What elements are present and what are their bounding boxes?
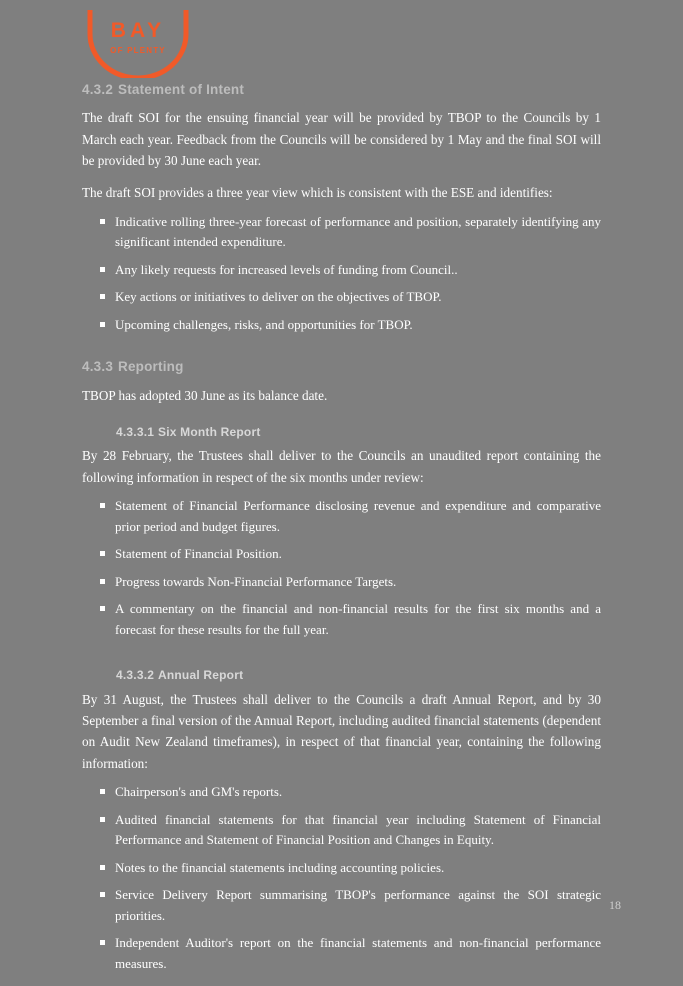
soi-paragraph-1: The draft SOI for the ensuing financial year will be provided by TBOP to the Councils by 1 March each year. Feedback from the Councils will be considered by 1 May and the final SOI will be provided by 30 June each year. (82, 110, 601, 168)
heading-title: Statement of Intent (118, 82, 245, 97)
heading-statement-of-intent (82, 82, 601, 98)
list-item-text: Key actions or initiatives to deliver on the objectives of TBOP. (115, 289, 442, 305)
bullet-square-icon (100, 865, 105, 870)
bullet-square-icon (100, 551, 105, 556)
bullet-square-icon (100, 322, 105, 327)
list-item (82, 315, 601, 336)
list-item (82, 260, 601, 281)
list-item-text: Statement of Financial Performance disclosing revenue and expenditure and comparative prior period and budget figures. (115, 498, 601, 534)
bullet-square-icon (100, 606, 105, 611)
list-item (82, 782, 601, 803)
logo-secondary-text: OF PLENTY (110, 46, 166, 55)
heading-title: Annual Report (158, 668, 244, 683)
heading-annual-report (82, 668, 601, 682)
list-item-text: Service Delivery Report summarising TBOP's performance against the SOI strategic priorities. (115, 887, 601, 923)
list-item-text: Upcoming challenges, risks, and opportunities for TBOP. (115, 316, 413, 332)
list-item (82, 885, 601, 926)
list-item-text: Any likely requests for increased levels of funding from Council.. (115, 261, 458, 277)
list-item (82, 572, 601, 593)
heading-six-month-report (82, 425, 601, 439)
reporting-paragraph-1: TBOP has adopted 30 June as its balance date. (82, 387, 328, 403)
heading-title: Reporting (118, 359, 184, 375)
list-item (82, 858, 601, 879)
list-item-text: Independent Auditor's report on the financial statements and non-financial performance measures. (115, 935, 601, 971)
list-item (82, 496, 601, 537)
list-item (82, 599, 601, 640)
heading-reporting (82, 359, 601, 375)
logo-arc-icon (82, 6, 194, 78)
bullet-square-icon (100, 940, 105, 945)
list-item (82, 287, 601, 308)
list-item (82, 544, 601, 565)
heading-number: 4.3.3.1 (116, 424, 155, 439)
list-item-text: Audited financial statements for that financial year including Statement of Financial Performance and Statement of Financial Position and Changes in Equity. (115, 811, 601, 848)
list-item (82, 933, 601, 974)
bullet-square-icon (100, 503, 105, 508)
soi-bullet-list (82, 212, 601, 336)
bullet-square-icon (100, 789, 105, 794)
list-item (82, 212, 601, 253)
heading-number: 4.3.3.2 (116, 668, 155, 683)
annual-bullet-list (82, 782, 601, 974)
six-month-bullet-list (82, 496, 601, 640)
document-content (82, 82, 601, 986)
list-item-text: A commentary on the financial and non-financial results for the first six months and a forecast for these results for the full year. (115, 601, 601, 637)
bullet-square-icon (100, 294, 105, 299)
logo-primary-text: BAY (110, 19, 166, 42)
list-item-text: Progress towards Non-Financial Performance Targets. (115, 573, 397, 589)
page-number: 18 (609, 898, 621, 912)
heading-number: 4.3.2 (82, 82, 114, 97)
list-item (82, 810, 601, 851)
annual-paragraph-1: By 31 August, the Trustees shall deliver to the Councils a draft Annual Report, and by 30 September a final version of the Annual Report, including audited financial statements (dependent on Audit New Zealand timeframes), in respect of that financial year, containing the following information: (82, 691, 601, 771)
list-item-text: Indicative rolling three-year forecast of performance and position, separately identifying any significant intended expenditure. (115, 213, 601, 250)
list-item-text: Statement of Financial Position. (115, 546, 282, 562)
bullet-square-icon (100, 219, 105, 224)
bay-of-plenty-logo (82, 6, 194, 78)
bullet-square-icon (100, 267, 105, 272)
heading-number: 4.3.3 (82, 359, 114, 375)
bullet-square-icon (100, 579, 105, 584)
six-month-paragraph-1: By 28 February, the Trustees shall deliver to the Councils an unaudited report containing the following information in respect of the six months under review: (82, 448, 601, 485)
list-item-text: Notes to the financial statements including accounting policies. (115, 859, 445, 875)
list-item-text: Chairperson's and GM's reports. (115, 784, 283, 800)
soi-paragraph-2: The draft SOI provides a three year view which is consistent with the ESE and identifies: (82, 185, 553, 201)
heading-title: Six Month Report (158, 424, 261, 439)
bullet-square-icon (100, 892, 105, 897)
bullet-square-icon (100, 817, 105, 822)
